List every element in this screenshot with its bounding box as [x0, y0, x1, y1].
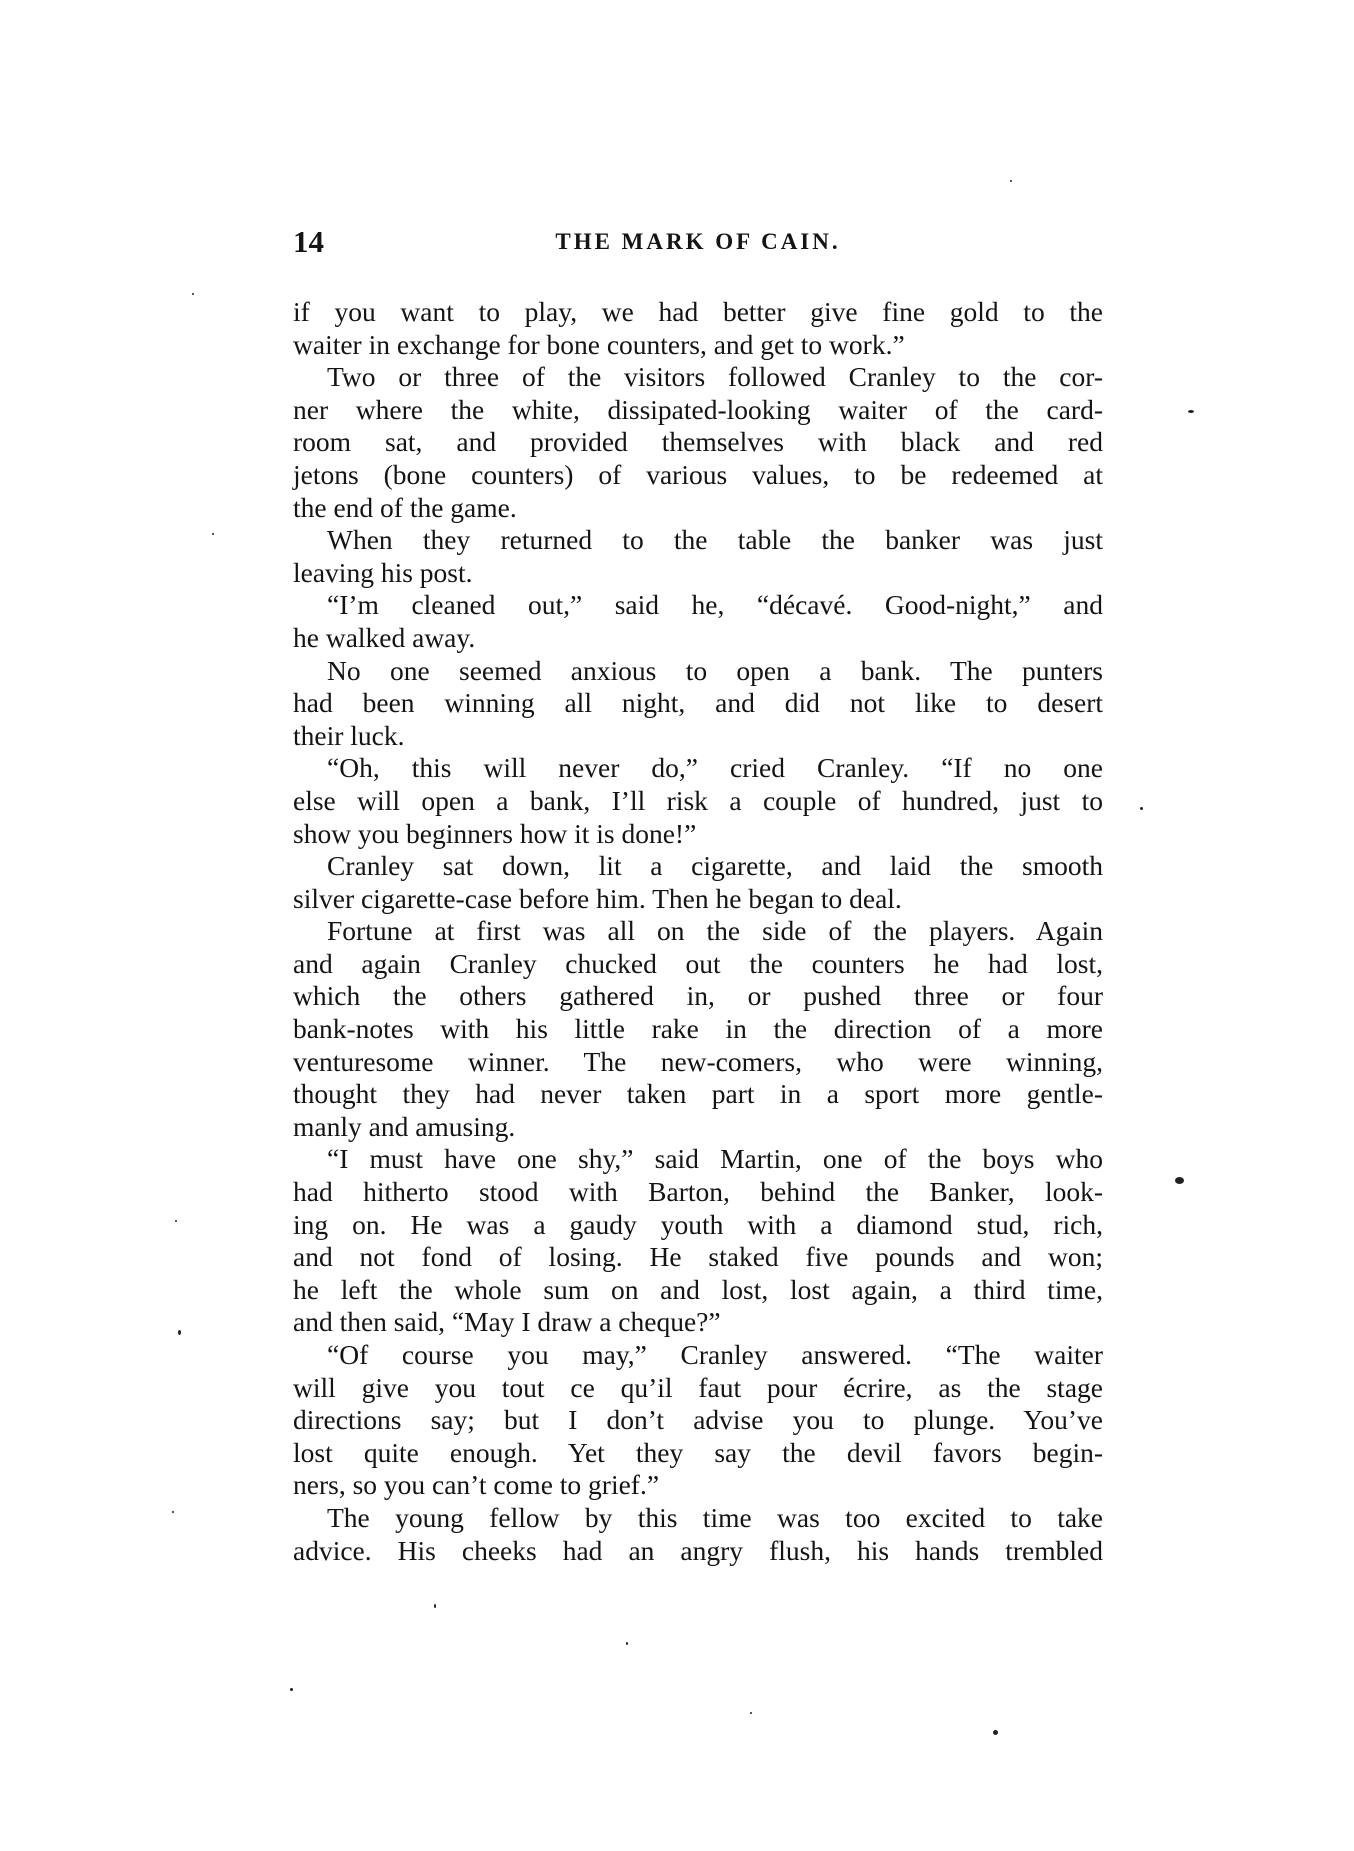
scan-speck: [626, 1642, 628, 1645]
scan-speck: [175, 1220, 177, 1222]
text-line: Cranley sat down, lit a cigarette, and laid the smooth: [327, 850, 1103, 882]
text-line: The young fellow by this time was too excited to take: [327, 1501, 1103, 1533]
scan-speck: [192, 293, 194, 295]
scan-speck: [993, 1730, 998, 1735]
text-line: their luck.: [293, 719, 405, 751]
scan-speck: [178, 1330, 181, 1335]
text-line: ing on. He was a gaudy youth with a diamond stud, rich,: [293, 1208, 1103, 1240]
text-line: waiter in exchange for bone counters, and get to work.”: [293, 328, 905, 360]
scan-speck: [1140, 807, 1143, 810]
text-line: venturesome winner. The new-comers, who were winning,: [293, 1045, 1103, 1077]
text-line: lost quite enough. Yet they say the devil favors begin-: [293, 1436, 1103, 1468]
text-line: When they returned to the table the banker was just: [327, 524, 1103, 556]
text-line: if you want to play, we had better give fine gold to the: [293, 296, 1103, 327]
text-line: the end of the game.: [293, 491, 517, 523]
text-line: had been winning all night, and did not like to desert: [293, 687, 1103, 719]
text-line: “Oh, this will never do,” cried Cranley. “If no one: [327, 752, 1103, 784]
scan-speck: [1010, 180, 1012, 182]
scan-speck: [434, 1604, 436, 1608]
text-line: bank-notes with his little rake in the direction of a more: [293, 1013, 1103, 1045]
text-line: manly and amusing.: [293, 1110, 516, 1142]
text-line: and again Cranley chucked out the counters he had lost,: [293, 947, 1103, 979]
text-line: “Of course you may,” Cranley answered. “The waiter: [327, 1339, 1103, 1370]
text-line: ner where the white, dissipated-looking waiter of the card-: [293, 393, 1103, 425]
text-line: directions say; but I don’t advise you to plunge. You’ve: [293, 1404, 1103, 1436]
text-line: ners, so you can’t come to grief.”: [293, 1469, 660, 1501]
text-line: advice. His cheeks had an angry flush, his hands trembled: [293, 1534, 1103, 1566]
text-line: he left the whole sum on and lost, lost again, a third time,: [293, 1273, 1103, 1305]
running-title: THE MARK OF CAIN.: [555, 229, 841, 254]
text-line: No one seemed anxious to open a bank. The punters: [327, 654, 1103, 686]
text-line: silver cigarette-case before him. Then he began to deal.: [293, 882, 902, 914]
scan-speck: [1175, 1177, 1184, 1184]
text-line: “I’m cleaned out,” said he, “décavé. Good-night,” and: [327, 589, 1103, 621]
text-line: room sat, and provided themselves with black and red: [293, 426, 1103, 458]
page-number: 14: [293, 224, 324, 259]
scan-speck: [212, 533, 214, 535]
text-line: thought they had never taken part in a sport more gentle-: [293, 1078, 1103, 1110]
scan-speck: [172, 1511, 174, 1513]
text-line: Fortune at first was all on the side of the players. Again: [327, 915, 1103, 947]
text-line: else will open a bank, I’ll risk a couple of hundred, just to: [293, 784, 1103, 816]
text-line: had hitherto stood with Barton, behind the Banker, look-: [293, 1176, 1103, 1208]
text-line: and not fond of losing. He staked five pounds and won;: [293, 1241, 1103, 1273]
text-line: “I must have one shy,” said Martin, one of the boys who: [327, 1143, 1103, 1175]
text-line: show you beginners how it is done!”: [293, 817, 697, 849]
text-line: jetons (bone counters) of various values, to be redeemed at: [293, 458, 1103, 490]
text-line: Two or three of the visitors followed Cranley to the cor-: [327, 361, 1103, 393]
scan-speck: [1188, 410, 1194, 413]
scan-speck: [750, 1712, 752, 1714]
body-text: [293, 296, 1103, 1567]
page-header: [293, 222, 1103, 262]
text-line: and then said, “May I draw a cheque?”: [293, 1306, 721, 1338]
text-line: leaving his post.: [293, 556, 473, 588]
text-line: will give you tout ce qu’il faut pour écrire, as the stage: [293, 1371, 1103, 1403]
scan-speck: [290, 1688, 293, 1691]
text-line: he walked away.: [293, 621, 476, 653]
text-line: which the others gathered in, or pushed three or four: [293, 980, 1103, 1012]
